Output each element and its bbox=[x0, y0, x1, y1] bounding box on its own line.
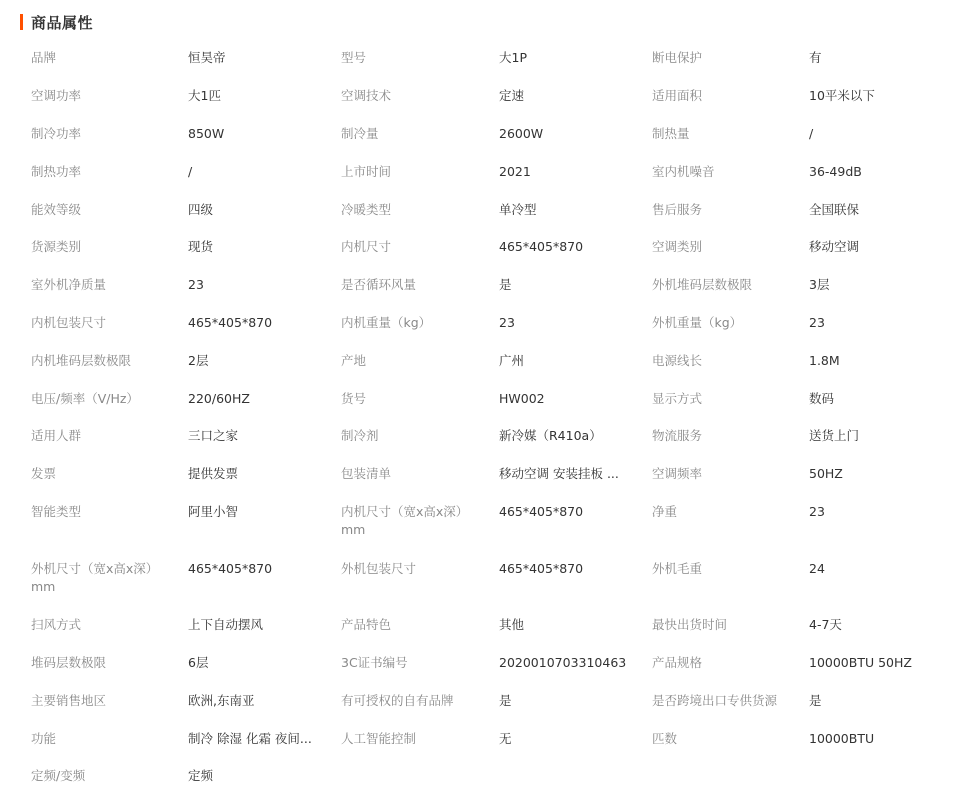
attribute-label: 售后服务 bbox=[652, 202, 703, 217]
attribute-value: 是 bbox=[499, 693, 512, 708]
attribute-value: 移动空调 bbox=[809, 239, 860, 254]
attribute-label: 是否循环风量 bbox=[341, 277, 417, 292]
attribute-label: 定频/变频 bbox=[31, 768, 86, 783]
attribute-label: 电压/频率（V/Hz） bbox=[31, 391, 139, 406]
attribute-label: 空调功率 bbox=[31, 88, 82, 103]
attribute-label: 发票 bbox=[31, 466, 57, 481]
attribute-value: 大1P bbox=[499, 50, 527, 65]
attribute-value: 23 bbox=[809, 315, 825, 330]
attribute-label: 3C证书编号 bbox=[341, 655, 408, 670]
attribute-label: 外机重量（kg） bbox=[652, 315, 743, 330]
attribute-value: 10000BTU bbox=[809, 731, 875, 746]
attribute-label: 制冷剂 bbox=[341, 428, 379, 443]
attribute-value: 2020010703310463 bbox=[499, 655, 627, 670]
attribute-value: 465*405*870 bbox=[499, 504, 584, 519]
attribute-label: 包装清单 bbox=[341, 466, 392, 481]
attribute-value: 2层 bbox=[188, 353, 209, 368]
attribute-value: 850W bbox=[188, 126, 225, 141]
attribute-value: 3层 bbox=[809, 277, 830, 292]
attribute-label: 适用人群 bbox=[31, 428, 82, 443]
attribute-value: 465*405*870 bbox=[188, 561, 273, 576]
attribute-value: 23 bbox=[188, 277, 204, 292]
attribute-value: 全国联保 bbox=[809, 202, 860, 217]
attribute-label: 产地 bbox=[341, 353, 367, 368]
attribute-value: 广州 bbox=[499, 353, 525, 368]
attribute-label: 有可授权的自有品牌 bbox=[341, 693, 454, 708]
attribute-label: 制冷量 bbox=[341, 126, 379, 141]
attribute-value: 无 bbox=[499, 731, 512, 746]
attribute-label: 显示方式 bbox=[652, 391, 703, 406]
attribute-value: 465*405*870 bbox=[499, 239, 584, 254]
attribute-value: 现货 bbox=[188, 239, 214, 254]
attribute-label: 外机包装尺寸 bbox=[341, 561, 417, 576]
attribute-value: 2600W bbox=[499, 126, 544, 141]
attribute-value: 465*405*870 bbox=[188, 315, 273, 330]
attribute-label: 是否跨境出口专供货源 bbox=[652, 693, 778, 708]
attribute-label: 人工智能控制 bbox=[341, 731, 417, 746]
attribute-value: 阿里小智 bbox=[188, 504, 239, 519]
attribute-label: 外机尺寸（宽x高x深） mm bbox=[31, 561, 159, 594]
attribute-value: 23 bbox=[499, 315, 515, 330]
attribute-value: 定频 bbox=[188, 768, 214, 783]
attribute-label: 净重 bbox=[652, 504, 678, 519]
attribute-label: 空调类别 bbox=[652, 239, 703, 254]
attribute-value: 大1匹 bbox=[188, 88, 221, 103]
attribute-value: 新冷媒（R410a） bbox=[499, 428, 602, 443]
attribute-value: 1.8M bbox=[809, 353, 840, 368]
attribute-label: 智能类型 bbox=[31, 504, 82, 519]
attribute-value: 6层 bbox=[188, 655, 209, 670]
attribute-label: 外机堆码层数极限 bbox=[652, 277, 753, 292]
attribute-label: 制热量 bbox=[652, 126, 690, 141]
attribute-value: 50HZ bbox=[809, 466, 843, 481]
attribute-label: 适用面积 bbox=[652, 88, 703, 103]
attribute-label: 扫风方式 bbox=[31, 617, 82, 632]
attribute-value: 上下自动摆风 bbox=[188, 617, 264, 632]
attribute-label: 冷暖类型 bbox=[341, 202, 392, 217]
attribute-value: 恒昊帝 bbox=[188, 50, 226, 65]
section-title: 商品属性 bbox=[31, 13, 94, 32]
attribute-value: 4-7天 bbox=[809, 617, 842, 632]
section-header bbox=[20, 12, 93, 32]
attribute-value: 220/60HZ bbox=[188, 391, 250, 406]
attribute-value: HW002 bbox=[499, 391, 545, 406]
attribute-label: 室内机噪音 bbox=[652, 164, 715, 179]
attribute-value: 是 bbox=[809, 693, 822, 708]
attribute-label: 主要销售地区 bbox=[31, 693, 107, 708]
attribute-value: 23 bbox=[809, 504, 825, 519]
attribute-value: 欧洲,东南亚 bbox=[188, 693, 255, 708]
attribute-value: 单冷型 bbox=[499, 202, 537, 217]
attribute-value: 2021 bbox=[499, 164, 531, 179]
attribute-label: 内机包装尺寸 bbox=[31, 315, 107, 330]
attribute-label: 制冷功率 bbox=[31, 126, 82, 141]
attribute-value: 有 bbox=[809, 50, 822, 65]
attribute-value: 其他 bbox=[499, 617, 525, 632]
attribute-label: 内机堆码层数极限 bbox=[31, 353, 132, 368]
attribute-label: 内机重量（kg） bbox=[341, 315, 432, 330]
attribute-label: 品牌 bbox=[31, 50, 57, 65]
attribute-value: / bbox=[809, 126, 814, 141]
attribute-value: / bbox=[188, 164, 193, 179]
attribute-label: 空调频率 bbox=[652, 466, 703, 481]
attribute-label: 型号 bbox=[341, 50, 367, 65]
attribute-value: 定速 bbox=[499, 88, 525, 103]
attribute-label: 产品特色 bbox=[341, 617, 392, 632]
attribute-label: 外机毛重 bbox=[652, 561, 703, 576]
attribute-value: 提供发票 bbox=[188, 466, 239, 481]
attribute-label: 最快出货时间 bbox=[652, 617, 728, 632]
attribute-label: 制热功率 bbox=[31, 164, 82, 179]
attribute-label: 内机尺寸（宽x高x深） mm bbox=[341, 504, 469, 537]
attribute-value: 36-49dB bbox=[809, 164, 862, 179]
attribute-value: 制冷 除湿 化霜 夜间... bbox=[188, 731, 312, 746]
attribute-label: 电源线长 bbox=[652, 353, 703, 368]
attribute-label: 匹数 bbox=[652, 731, 678, 746]
attribute-value: 10000BTU 50HZ bbox=[809, 655, 912, 670]
attribute-label: 功能 bbox=[31, 731, 57, 746]
attribute-value: 送货上门 bbox=[809, 428, 860, 443]
attribute-label: 货号 bbox=[341, 391, 367, 406]
attribute-value: 是 bbox=[499, 277, 512, 292]
attribute-value: 数码 bbox=[809, 391, 835, 406]
attribute-label: 货源类别 bbox=[31, 239, 82, 254]
attribute-label: 堆码层数极限 bbox=[31, 655, 107, 670]
attribute-label: 室外机净质量 bbox=[31, 277, 107, 292]
attribute-value: 24 bbox=[809, 561, 825, 576]
attribute-label: 空调技术 bbox=[341, 88, 392, 103]
attribute-label: 内机尺寸 bbox=[341, 239, 392, 254]
attribute-label: 产品规格 bbox=[652, 655, 703, 670]
attribute-label: 能效等级 bbox=[31, 202, 82, 217]
attribute-label: 断电保护 bbox=[652, 50, 703, 65]
attribute-value: 四级 bbox=[188, 202, 214, 217]
attribute-label: 上市时间 bbox=[341, 164, 392, 179]
attribute-value: 移动空调 安装挂板 ... bbox=[499, 466, 619, 481]
attribute-value: 10平米以下 bbox=[809, 88, 875, 103]
title-accent-bar bbox=[20, 14, 23, 30]
attribute-label: 物流服务 bbox=[652, 428, 703, 443]
attribute-value: 三口之家 bbox=[188, 428, 239, 443]
attribute-value: 465*405*870 bbox=[499, 561, 584, 576]
